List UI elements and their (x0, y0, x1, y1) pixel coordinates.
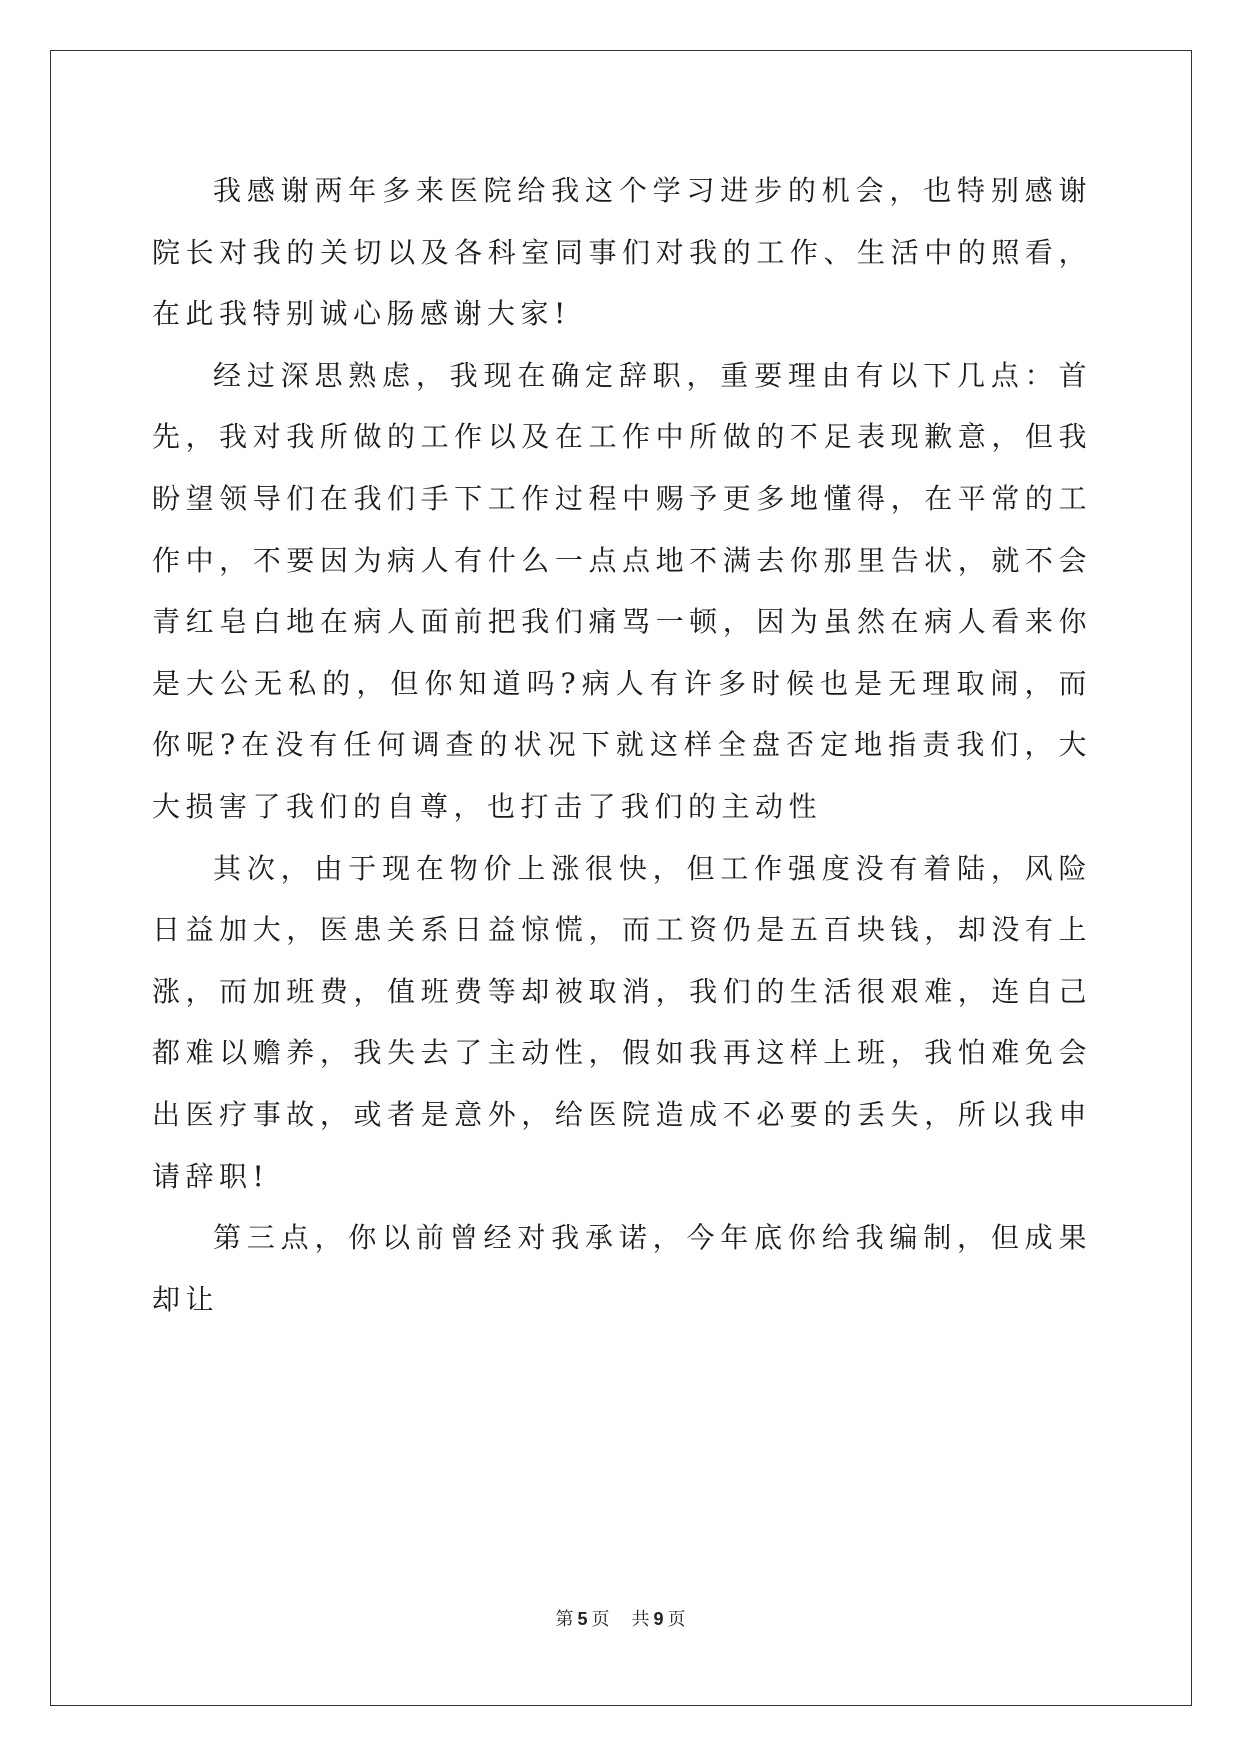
paragraph-4: 第三点，你以前曾经对我承诺，今年底你给我编制，但成果却让 (152, 1221, 1092, 1316)
paragraph-3: 其次，由于现在物价上涨很快，但工作强度没有着陆，风险日益加大，医患关系日益惊慌，而工资仍是五百块钱，却没有上涨，而加班费，值班费等却被取消，我们的生活很艰难，连自己都难以赡养，我失去了主动性，假如我再这样上班，我怕难免会出医疗事故，或者是意外，给医院造成不必要的丢失，所以我申请辞职! (152, 851, 1092, 1193)
paragraph-1: 我感谢两年多来医院给我这个学习进步的机会，也特别感谢院长对我的关切以及各科室同事们对我的工作、生活中的照看，在此我特别诚心肠感谢大家! (152, 174, 1092, 331)
page-suffix: 页 (591, 1609, 610, 1630)
document-body (152, 160, 1092, 1330)
paragraph-2: 经过深思熟虑，我现在确定辞职，重要理由有以下几点：首先，我对我所做的工作以及在工作中所做的不足表现歉意，但我盼望领导们在我们手下工作过程中赐予更多地懂得，在平常的工作中，不要因为病人有什么一点点地不满去你那里告状，就不会青红皂白地在病人面前把我们痛骂一顿，因为虽然在病人看来你是大公无私的，但你知道吗?病人有许多时候也是无理取闹，而你呢?在没有任何调查的状况下就这样全盘否定地指责我们，大大损害了我们的自尊，也打击了我们的主动性 (152, 358, 1092, 823)
total-suffix: 页 (667, 1609, 686, 1630)
total-prefix: 共 (631, 1609, 650, 1630)
page-footer (0, 1605, 1241, 1631)
page-total-number: 9 (653, 1609, 664, 1629)
page-prefix: 第 (555, 1609, 574, 1630)
page-current-number: 5 (577, 1609, 588, 1629)
